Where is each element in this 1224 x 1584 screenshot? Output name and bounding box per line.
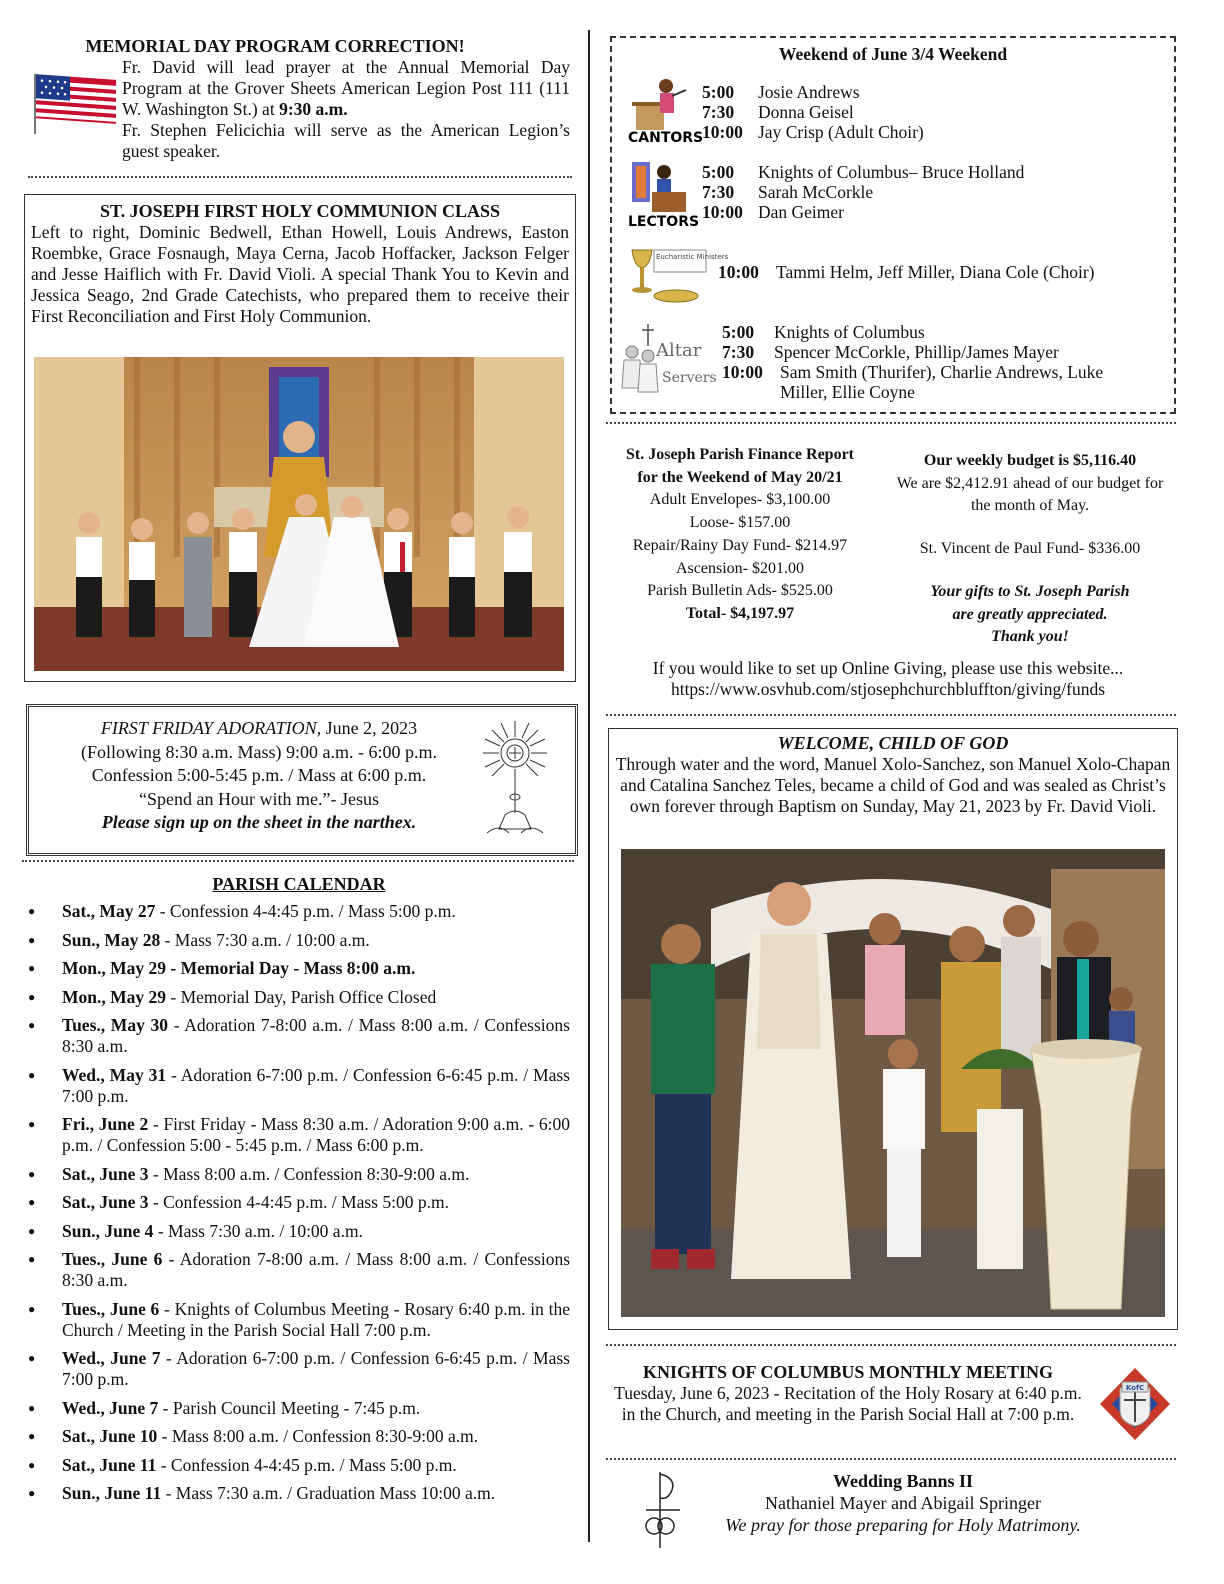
- parish-calendar: [28, 874, 570, 1512]
- calendar-item: ● Fri., June 2 - First Friday - Mass 8:30 a.m. / Adoration 9:00 a.m. - 6:00 p.m. / Confession 5:00 - 5:45 p.m. / Mass 6:00 p.m.: [28, 1114, 570, 1156]
- wedding-prayer: We pray for those preparing for Holy Matrimony.: [725, 1515, 1081, 1535]
- separator: [606, 1458, 1176, 1460]
- wedding-banns: [690, 1470, 1116, 1536]
- separator: [22, 860, 574, 862]
- adoration-text: FIRST FRIDAY ADORATION, June 2, 2023 (Following 8:30 a.m. Mass) 9:00 a.m. - 6:00 p.m. Confession 5:00-5:45 p.m. / Mass at 6:00 p.m. “Spend an Hour with me.”- Jesus Please sign up on the sheet in the narthex.: [81, 718, 437, 832]
- online-giving: If you would like to set up Online Giving, please use this website... https://www.osvhub.com/stjosephchurchbluffton/giving/funds: [602, 658, 1174, 700]
- baptism-photo: [621, 849, 1165, 1317]
- first-communion-box: [24, 194, 576, 682]
- lectors-label: LECTORS: [628, 214, 700, 230]
- separator: [606, 422, 1176, 424]
- servers-schedule: 5:00 Knights of Columbus 7:30 Spencer McCorkle, Phillip/James Mayer 10:00 Sam Smith (Thurifer), Charlie Andrews, Luke Miller, Ellie Coyne: [722, 322, 1104, 402]
- wedding-couple: Nathaniel Mayer and Abigail Springer: [765, 1493, 1041, 1513]
- altar-label: Altar: [656, 340, 702, 361]
- welcome-body: Through water and the word, Manuel Xolo-Sanchez, son Manuel Xolo-Chapan and Catalina Sanchez Teles, became a child of God and was sealed as Christ’s own forever through Baptism on Sunday, May 21, 2023 by Fr. David Violi.: [615, 754, 1171, 816]
- welcome-child-box: [608, 728, 1178, 1330]
- communion-body: Left to right, Dominic Bedwell, Ethan Howell, Louis Andrews, Easton Roembke, Grace Fosnaugh, Maya Cerna, Jacob Hoffacker, Jackson Felger and Jesse Haiflich with Fr. David Violi. A special Thank You to Kevin and Jessica Seago, 2nd Grade Catechists, who prepared them to receive their First Reconciliation and First Holy Communion.: [31, 222, 569, 326]
- monstrance-icon: [479, 717, 551, 841]
- memorial-title: MEMORIAL DAY PROGRAM CORRECTION!: [85, 36, 465, 56]
- calendar-title: PARISH CALENDAR: [212, 874, 386, 894]
- calendar-item: ● Sat., June 10 - Mass 8:00 a.m. / Confession 8:30-9:00 a.m.: [28, 1426, 570, 1447]
- calendar-item: ● Mon., May 29 - Memorial Day, Parish Office Closed: [28, 987, 570, 1008]
- cantors-label: CANTORS: [628, 130, 704, 146]
- ministry-schedule-box: [610, 36, 1176, 414]
- separator: [606, 1344, 1176, 1346]
- finance-report: St. Joseph Parish Finance Report for the Weekend of May 20/21 Adult Envelopes- $3,100.00 Loose- $157.00 Repair/Rainy Day Fund- $214.97 Ascension- $201.00 Parish Bulletin Ads- $525.00 Total- $4,197.97: [626, 446, 854, 622]
- calendar-item: ● Sat., June 3 - Confession 4-4:45 p.m. / Mass 5:00 p.m.: [28, 1192, 570, 1213]
- calendar-item: ● Sun., June 4 - Mass 7:30 a.m. / 10:00 a.m.: [28, 1221, 570, 1242]
- knights-title: KNIGHTS OF COLUMBUS MONTHLY MEETING: [642, 1362, 1054, 1382]
- knights-of-columbus-emblem-icon: [1098, 1366, 1172, 1442]
- american-flag-icon: [32, 72, 118, 134]
- calendar-item: ● Sun., May 28 - Mass 7:30 a.m. / 10:00 a.m.: [28, 930, 570, 951]
- chi-rho-rings-icon: [640, 1470, 686, 1550]
- lector-schedule: 5:00 Knights of Columbus– Bruce Holland 7:30 Sarah McCorkle 10:00 Dan Geimer: [702, 162, 1025, 222]
- knights-body: Tuesday, June 6, 2023 - Recitation of the Holy Rosary at 6:40 p.m. in the Church, and meeting in the Parish Social Hall at 7:00 p.m.: [614, 1383, 1082, 1424]
- kofc-emblem-text: KofC: [1125, 1384, 1145, 1392]
- em-label: Eucharistic Ministers: [656, 253, 729, 261]
- calendar-item: ● Tues., May 30 - Adoration 7-8:00 a.m. / Mass 8:00 a.m. / Confessions 8:30 a.m.: [28, 1015, 570, 1057]
- memorial-day-notice: [30, 36, 570, 162]
- calendar-item: ● Tues., June 6 - Knights of Columbus Meeting - Rosary 6:40 p.m. in the Church / Meeting in the Parish Social Hall 7:00 p.m.: [28, 1299, 570, 1341]
- memorial-body: Fr. David will lead prayer at the Annual Memorial Day Program at the Grover Sheets American Legion Post 111 (111 W. Washington St.) at 9:30 a.m. Fr. Stephen Felicichia will serve as the American Legion’s guest speaker.: [122, 57, 570, 161]
- communion-class-photo: [34, 357, 564, 671]
- calendar-item: ● Tues., June 6 - Adoration 7-8:00 a.m. / Mass 8:00 a.m. / Confessions 8:30 a.m.: [28, 1249, 570, 1291]
- welcome-title: WELCOME, CHILD OF GOD: [777, 733, 1009, 753]
- calendar-item: ● Wed., June 7 - Adoration 6-7:00 p.m. / Confession 6-6:45 p.m. / Mass 7:00 p.m.: [28, 1348, 570, 1390]
- em-schedule: 10:00 Tammi Helm, Jeff Miller, Diana Cole (Choir): [718, 262, 1095, 282]
- servers-label: Servers: [662, 370, 717, 386]
- calendar-list: [28, 901, 570, 1504]
- cantor-icon: [626, 76, 704, 146]
- first-friday-adoration-box: [26, 704, 578, 856]
- online-giving-link[interactable]: https://www.osvhub.com/stjosephchurchbluffton/giving/funds: [670, 679, 1106, 699]
- lector-icon: [626, 158, 700, 230]
- separator: [606, 714, 1176, 716]
- altar-servers-icon: [618, 322, 720, 396]
- calendar-item: ● Mon., May 29 - Memorial Day - Mass 8:00 a.m.: [28, 958, 570, 979]
- budget-summary: Our weekly budget is $5,116.40 We are $2,412.91 ahead of our budget for the month of May. St. Vincent de Paul Fund- $336.00 Your gifts to St. Joseph Parish are greatly appreciated. Thank you!: [896, 452, 1164, 646]
- wedding-title: Wedding Banns II: [832, 1471, 974, 1491]
- calendar-item: ● Sat., June 3 - Mass 8:00 a.m. / Confession 8:30-9:00 a.m.: [28, 1164, 570, 1185]
- ministry-title: Weekend of June 3/4 Weekend: [778, 44, 1008, 64]
- calendar-item: ● Sat., June 11 - Confession 4-4:45 p.m. / Mass 5:00 p.m.: [28, 1455, 570, 1476]
- calendar-item: ● Wed., May 31 - Adoration 6-7:00 p.m. / Confession 6-6:45 p.m. / Mass 7:00 p.m.: [28, 1065, 570, 1107]
- calendar-item: ● Wed., June 7 - Parish Council Meeting - 7:45 p.m.: [28, 1398, 570, 1419]
- communion-title: ST. JOSEPH FIRST HOLY COMMUNION CLASS: [99, 201, 501, 221]
- column-divider: [588, 30, 590, 1542]
- eucharistic-ministers-icon: [626, 244, 729, 308]
- calendar-item: ● Sun., June 11 - Mass 7:30 a.m. / Graduation Mass 10:00 a.m.: [28, 1483, 570, 1504]
- separator: [28, 176, 572, 178]
- calendar-item: ● Sat., May 27 - Confession 4-4:45 p.m. / Mass 5:00 p.m.: [28, 901, 570, 922]
- knights-of-columbus-meeting: [608, 1362, 1088, 1425]
- cantor-schedule: 5:00 Josie Andrews 7:30 Donna Geisel 10:00 Jay Crisp (Adult Choir): [702, 82, 924, 142]
